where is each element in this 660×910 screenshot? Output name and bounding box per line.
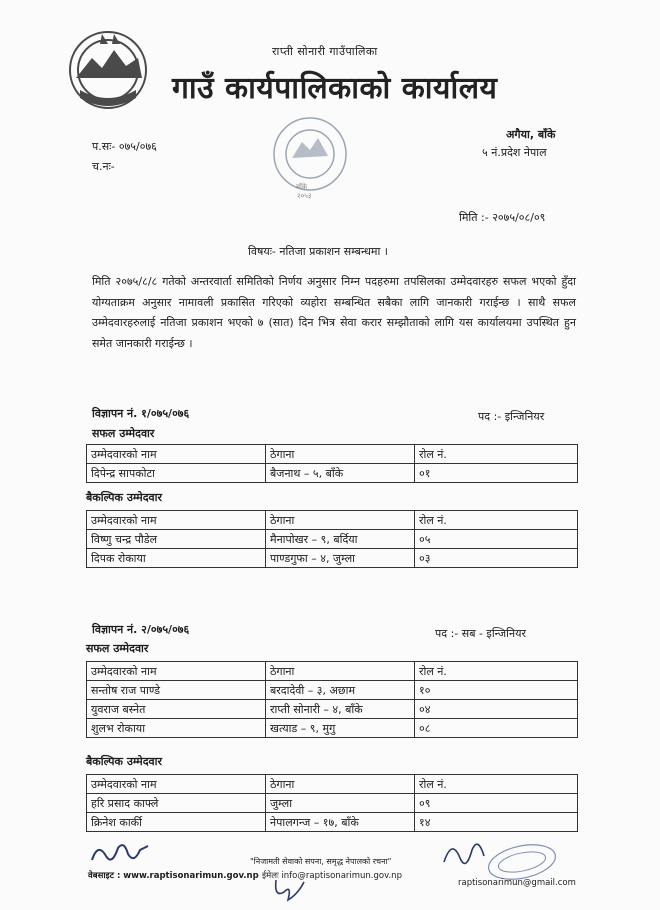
candidate-name: क्रिनेश कार्की bbox=[87, 813, 266, 832]
alternate-label: बैकल्पिक उम्मेदवार bbox=[86, 755, 163, 768]
column-header-roll: रोल नं. bbox=[415, 445, 578, 464]
candidate-name: शुलभ रोकाया bbox=[87, 719, 266, 738]
column-header-roll: रोल नं. bbox=[415, 775, 578, 794]
footer-website: वेबसाइट : www.raptisonarimun.gov.np bbox=[88, 871, 259, 881]
table-row bbox=[87, 794, 578, 813]
candidate-name: युवराज बस्नेत bbox=[87, 700, 266, 719]
candidate-roll: ०३ bbox=[415, 549, 578, 568]
table-row bbox=[87, 681, 578, 700]
success-label: सफल उम्मेदवार bbox=[86, 642, 149, 655]
candidate-roll: १४ bbox=[415, 813, 578, 832]
letter-body: मिति २०७५/८/८ गतेको अन्तरवार्ता समितिको निर्णय अनुसार निम्न पदहरुमा तपसिलका उम्मेदवारहरु सफल भएको हुँदा योग्यताक्रम अनुसार नामावली प्रकासित गरिएको व्यहोरा सम्बन्धित सबैका लागि जानकारी गराईन्छ । साथै सफल उम्मेदवारहरुलाई नतिजा प्रकाशन भएको ७ (सात) दिन भित्र सेवा करार सम्झौताको लागि यस कार्यालयमा उपस्थित हुन समेत जानकारी गराईन्छ । bbox=[92, 275, 576, 350]
candidate-address: नेपालगन्ज – १७, बाँके bbox=[266, 813, 415, 832]
candidate-address: बरदादेवी – ३, अछाम bbox=[266, 681, 415, 700]
candidate-name: सन्तोष राज पाण्डे bbox=[87, 681, 266, 700]
candidate-address: जुम्ला bbox=[266, 794, 415, 813]
table-header-row bbox=[87, 662, 578, 681]
stamp-place-text: बाँके bbox=[296, 183, 308, 191]
office-address-line1: अगैया, बाँके bbox=[506, 128, 556, 141]
table-row bbox=[87, 719, 578, 738]
table-row bbox=[87, 700, 578, 719]
candidate-roll: ०५ bbox=[415, 530, 578, 549]
candidate-name: दिपक रोकाया bbox=[87, 549, 266, 568]
candidate-name: हरि प्रसाद काफ्ले bbox=[87, 794, 266, 813]
chalan-number: च.नः- bbox=[92, 160, 115, 173]
table-row bbox=[87, 530, 578, 549]
column-header-address: ठेगाना bbox=[266, 662, 415, 681]
candidate-roll: ०१ bbox=[415, 464, 578, 483]
candidate-roll: ०९ bbox=[415, 794, 578, 813]
office-title: गाउँ कार्यपालिकाको कार्यालय bbox=[172, 71, 498, 106]
success-table-1 bbox=[86, 444, 578, 483]
letter-subject: विषयः- नतिजा प्रकाशन सम्बन्धमा । bbox=[248, 245, 388, 258]
column-header-name: उम्मेदवारको नाम bbox=[87, 775, 266, 794]
alternate-table-2 bbox=[86, 774, 578, 832]
candidate-address: पाण्डगुफा – ४, जुम्ला bbox=[266, 549, 415, 568]
letter-date: मिति :- २०७५/०८/०९ bbox=[459, 211, 546, 224]
municipality-emblem-icon bbox=[62, 28, 154, 112]
candidate-address: मैनापोखर – ९, बर्दिया bbox=[266, 530, 415, 549]
advert-number: विज्ञापन नं. १/०७५/०७६ bbox=[92, 407, 190, 420]
post-name: पद :- सब - इन्जिनियर bbox=[435, 627, 526, 640]
candidate-address: राप्ती सोनारी – ४, बाँके bbox=[266, 700, 415, 719]
table-row bbox=[87, 464, 578, 483]
column-header-roll: रोल नं. bbox=[415, 662, 578, 681]
column-header-name: उम्मेदवारको नाम bbox=[87, 662, 266, 681]
table-header-row bbox=[87, 445, 578, 464]
column-header-name: उम्मेदवारको नाम bbox=[87, 511, 266, 530]
candidate-roll: ०८ bbox=[415, 719, 578, 738]
table-row bbox=[87, 549, 578, 568]
column-header-address: ठेगाना bbox=[266, 511, 415, 530]
table-header-row bbox=[87, 511, 578, 530]
table-row bbox=[87, 813, 578, 832]
success-table-2 bbox=[86, 661, 578, 738]
alternate-label: बैकल्पिक उम्मेदवार bbox=[86, 491, 163, 504]
reference-number: प.सः- ०७५/०७६ bbox=[92, 140, 157, 153]
candidate-address: बैजनाथ – ५, बाँके bbox=[266, 464, 415, 483]
column-header-name: उम्मेदवारको नाम bbox=[87, 445, 266, 464]
candidate-name: विष्णु चन्द्र पौडेल bbox=[87, 530, 266, 549]
office-address-line2: ५ नं.प्रदेश नेपाल bbox=[482, 146, 547, 159]
candidate-roll: ०४ bbox=[415, 700, 578, 719]
post-name: पद :- इन्जिनियर bbox=[478, 410, 545, 423]
office-stamp-icon bbox=[268, 112, 352, 196]
table-header-row bbox=[87, 775, 578, 794]
column-header-address: ठेगाना bbox=[266, 775, 415, 794]
column-header-address: ठेगाना bbox=[266, 445, 415, 464]
success-label: सफल उम्मेदवार bbox=[92, 427, 155, 440]
candidate-roll: १० bbox=[415, 681, 578, 700]
stamp-number-text: २०५३ bbox=[297, 192, 312, 200]
alternate-table-1 bbox=[86, 510, 578, 568]
advert-number: विज्ञापन नं. २/०७५/०७६ bbox=[92, 623, 190, 636]
footer-motto: "निजामती सेवाको सपना, समृद्ध नेपालको रचना" bbox=[250, 857, 392, 866]
candidate-name: दिपेन्द्र सापकोटा bbox=[87, 464, 266, 483]
column-header-roll: रोल नं. bbox=[415, 511, 578, 530]
candidate-address: खत्याड – ९, मुगु bbox=[266, 719, 415, 738]
footer-email-alt: raptisonarimun@gmail.com bbox=[458, 878, 576, 888]
footer-email: ईमेलः info@raptisonarimun.gov.np bbox=[262, 871, 402, 881]
municipality-name: राप्ती सोनारी गाउँपालिका bbox=[272, 45, 378, 58]
signature-left-icon bbox=[88, 838, 152, 868]
